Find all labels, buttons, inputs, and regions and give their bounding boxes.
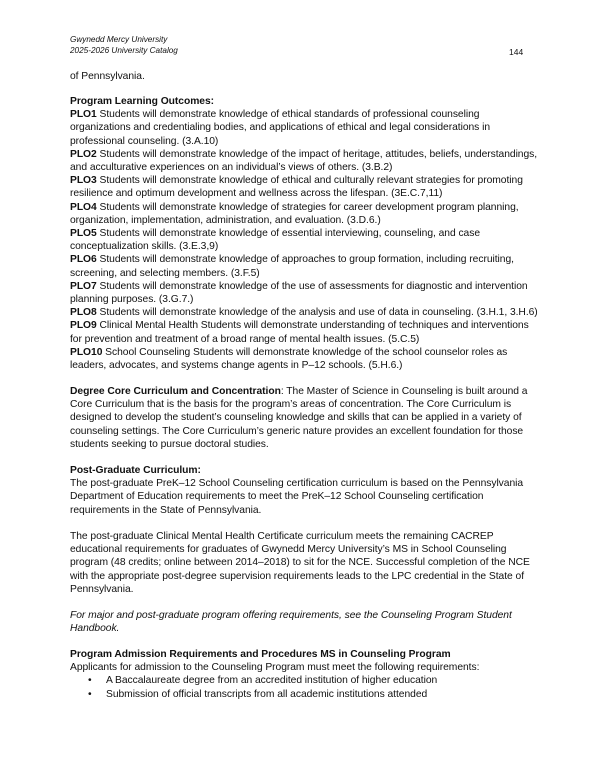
admission-heading: Program Admission Requirements and Procedures MS in Counseling Program (70, 649, 451, 660)
plo-item: PLO2 Students will demonstrate knowledge of the impact of heritage, attitudes, beliefs, understandings, and acculturative experiences on an individual’s views of others. (3.B.2) (70, 148, 538, 174)
header-university: Gwynedd Mercy University (70, 35, 168, 44)
list-item: • Submission of official transcripts from all academic institutions attended (70, 688, 540, 701)
postgrad-section (70, 464, 540, 517)
plo-item: PLO3 Students will demonstrate knowledge of ethical and culturally relevant strategies for promoting resilience and optimum development and wellness across the lifespan. (3E.C.7,11) (70, 175, 523, 200)
postgrad-heading: Post-Graduate Curriculum: (70, 465, 201, 476)
list-item: • A Baccalaureate degree from an accredited institution of higher education (70, 674, 540, 687)
plo-item: PLO5 Students will demonstrate knowledge of essential interviewing, counseling, and case conceptualization skills. (3.E.3,9) (70, 228, 481, 253)
plo-item: PLO8 Students will demonstrate knowledge of the analysis and use of data in counseling. (3.H.1, 3.H.6) (70, 307, 538, 319)
continuation-text: of Pennsylvania. (70, 71, 145, 82)
header-catalog: 2025-2026 University Catalog (70, 46, 178, 55)
postgrad-para1: The post-graduate PreK–12 School Counseling certification curriculum is based on the Pennsylvania Department of Education requirements to meet the PreK–12 School Counseling certification requirements in the State of Pennsylvania. (70, 478, 524, 516)
handbook-note: For major and post-graduate program offering requirements, see the Counseling Program Student Handbook. (70, 610, 512, 635)
plo-item: PLO9 Clinical Mental Health Students will demonstrate understanding of techniques and interventions for prevention and treatment of a broad range of mental health issues. (5.C.5) (70, 320, 529, 345)
plo-item: PLO6 Students will demonstrate knowledge of approaches to group formation, including recruiting, screening, and selecting members. (3.F.5) (70, 254, 514, 279)
plo-item: PLO7 Students will demonstrate knowledge of the use of assessments for diagnostic and intervention planning purposes. (3.G.7.) (70, 280, 528, 306)
plo-section (70, 95, 540, 372)
plo-item: PLO4 Students will demonstrate knowledge of strategies for career development program planning, organization, implementation, administration, and evaluation. (3.D.6.) (70, 201, 519, 226)
requirements-list (70, 674, 540, 700)
postgrad-para2: The post-graduate Clinical Mental Health Certificate curriculum meets the remaining CACREP educational requirements for graduates of Gwynedd Mercy University’s MS in School Counseling program (48 credits; online between 2014–2018) to sit for the NCE. Successful completion of the NCE with the appropriate post-degree supervision requirements leads to the LPC credential in the State of Pennsylvania. (70, 531, 530, 595)
admission-section (70, 648, 540, 701)
plo-item: PLO10 School Counseling Students will demonstrate knowledge of the school counselor roles as leaders, advocates, and systems change agents in P–12 schools. (5.H.6.) (70, 346, 508, 372)
core-heading: Degree Core Curriculum and Concentration (70, 386, 281, 397)
plo-heading: Program Learning Outcomes: (70, 96, 215, 107)
page-number: 144 (509, 47, 524, 57)
plo-item: PLO1 Students will demonstrate knowledge of ethical standards of professional counseling organizations and credentialing bodies, and applications of ethical and legal considerations in professional counseling. (3.A.10) (70, 109, 490, 147)
admission-intro: Applicants for admission to the Counseling Program must meet the following requirements: (70, 662, 480, 674)
core-curriculum-paragraph: Degree Core Curriculum and Concentration: The Master of Science in Counseling is built around a Core Curriculum that is the basis for the program’s areas of concentration. The Core Curriculum is designed to develop the student’s counseling knowledge and skills that can be applied in a variety of counseling settings. The Core Curriculum’s generic nature provides an excellent foundation for those students seeking to pursue doctoral studies. (70, 386, 528, 450)
